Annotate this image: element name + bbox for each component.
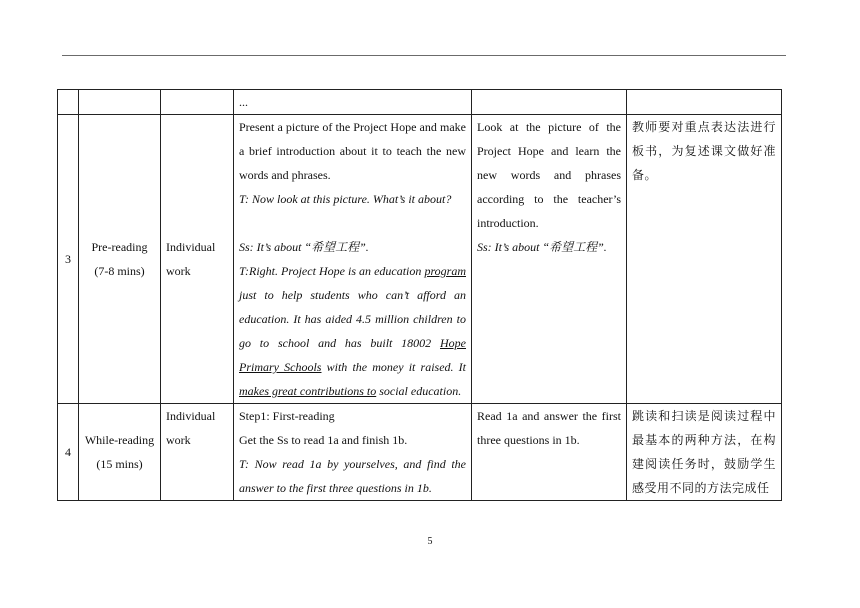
underlined-contributions: makes great contributions to [239,384,377,398]
cell-student-activity [472,115,627,404]
page-number: 5 [427,536,433,547]
lesson-plan-table [57,89,782,501]
cell-student-activity [472,404,627,501]
table-row-pre-reading [58,115,782,404]
cell-stage [79,115,161,404]
explanation-part-4: social education. [376,384,462,398]
step-heading: Step1: First-reading [239,409,335,423]
cell-mode [161,404,234,501]
cell-mode [161,115,234,404]
cell-stage [79,90,161,115]
design-intent-text: 跳读和扫读是阅读过程中最基本的两种方法，在构建阅读任务时，鼓励学生感受用不同的方法完成任 [632,409,776,495]
blank-line [239,211,466,235]
stage-time: (7-8 mins) [94,264,145,278]
row-number: 4 [58,404,79,501]
teacher-line: T: Now read 1a by yourselves, and find the answer to the first three questions in 1b. [239,457,466,495]
student-answer: Ss: It’s about “希望工程”. [239,240,369,254]
mode-line-2: work [166,433,191,447]
cell-number [58,90,79,115]
cell-student-activity [472,90,627,115]
teacher-instruction: Get the Ss to read 1a and finish 1b. [239,433,408,447]
ellipsis-text: ... [239,95,248,109]
table-row-while-reading [58,404,782,501]
mode-line-2: work [166,264,191,278]
stage-time: (15 mins) [96,457,143,471]
student-activity-text: Read 1a and answer the first three questions in 1b. [477,409,621,447]
teacher-question: T: Now look at this picture. What’s it about? [239,192,452,206]
teacher-intro: Present a picture of the Project Hope and make a brief introduction about it to teach the new words and phrases. [239,120,466,182]
cell-teacher-activity [234,90,472,115]
cell-stage [79,404,161,501]
student-activity-text: Look at the picture of the Project Hope and learn the new words and phrases according to the teacher’s introduction. [477,120,621,230]
cell-mode [161,90,234,115]
underlined-hope-primary-schools: Hope Primary Schools [239,336,466,374]
teacher-explanation [239,259,466,403]
table-row-continuation [58,90,782,115]
cell-teacher-activity [234,404,472,501]
explanation-part-3: with the money it raised. It [321,360,467,374]
row-number: 3 [58,115,79,404]
header-rule [62,55,786,56]
cell-teacher-activity [234,115,472,404]
stage-name: Pre-reading [91,240,148,254]
student-answer: Ss: It’s about “希望工程”. [477,240,607,254]
cell-design-intent [627,115,782,404]
explanation-part-2: just to help students who can’t afford an education. It has aided 4.5 million children to go to school and has built 18002 [239,288,466,350]
explanation-part-1: T:Right. Project Hope is an education [239,264,425,278]
mode-line-1: Individual [166,409,216,423]
stage-name: While-reading [84,433,155,447]
cell-design-intent [627,404,782,501]
underlined-program: program [424,264,466,278]
cell-design-intent [627,90,782,115]
design-intent-text: 教师要对重点表达法进行板书，为复述课文做好准备。 [632,120,776,182]
mode-line-1: Individual [166,240,216,254]
